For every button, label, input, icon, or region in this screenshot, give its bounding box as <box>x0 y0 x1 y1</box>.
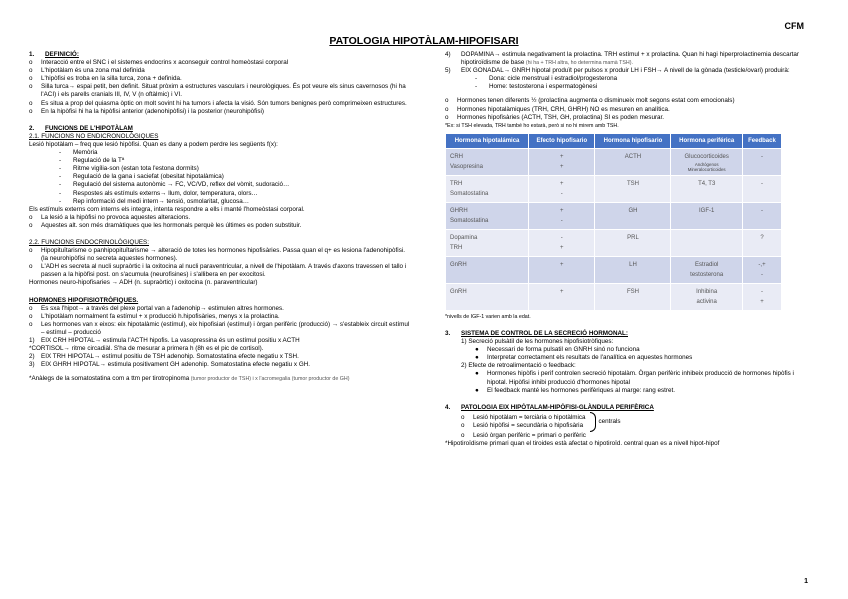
table-header-row <box>446 133 782 148</box>
table-row <box>446 148 782 175</box>
section-2-heading: 2. FUNCIONS DE L'HIPOTÀLAM <box>29 124 133 132</box>
right-column <box>445 51 815 448</box>
cell-feedback <box>742 175 781 202</box>
section-1-heading: 1. DEFINICIÓ: <box>29 51 79 58</box>
page-number: 1 <box>804 578 808 585</box>
cell-feedback <box>742 229 781 256</box>
cell-line: + <box>560 207 564 214</box>
cell-peripheral <box>671 202 743 229</box>
cell-effect <box>529 283 595 310</box>
axis-item: 4) DOPAMINA→ estimula negativament la prolactina. TRH estímul + x prolactina. Quan hi hagi hiperprolactinemia descartar hipotiroïdisme de base (hi ha + TRH altra, ho determina mamà TSH). <box>445 51 800 67</box>
table-header-cell: Feedback <box>742 133 781 148</box>
cell-peripheral <box>671 256 743 283</box>
cell-hypothalamic <box>446 202 529 229</box>
cell-line: CRH <box>450 153 463 160</box>
cell-feedback <box>742 202 781 229</box>
cell-peripheral <box>671 175 743 202</box>
section-3-heading: 3. SISTEMA DE CONTROL DE LA SECRECIÓ HORMONAL: <box>445 329 628 337</box>
hormone-table <box>445 133 782 311</box>
cell-effect <box>529 175 595 202</box>
list-item: o Les hormones van x eixos: eix hipotalàmic (estímul), eix hipofisiari (estímul) i òrgan perifèric (producció) → s'estableix circuit estímul – estímul – producció <box>29 320 410 336</box>
cell-feedback <box>742 256 781 283</box>
cell-line: - <box>560 190 563 197</box>
list-item: o Es situa a prop del quiasma òptic on molt sovint hi ha tumors i afecta la visió. Són tumors benignes però comprimeixen estructures. <box>29 99 407 107</box>
table-row <box>446 175 782 202</box>
cell-line: ? <box>760 234 764 241</box>
cell-line: testosterona <box>690 271 724 278</box>
paragraph: Lesió hipotàlam – freq que lesió hipòfisi. Quan es dany a podem perdre les següents f(x): <box>29 140 278 148</box>
list-item: o Lesió òrgan perifèric = primari o perifèric <box>461 431 586 439</box>
footnote: *Anàlegs de la somatostatina com a ttm per tirotropinoma (tumor productor de TSH) i x l'acromegalia (tumor productor de GH) <box>29 375 350 383</box>
cell-feedback <box>742 283 781 310</box>
table-header-cell: Hormona hipofisario <box>595 133 671 148</box>
cell-line: GHRH <box>450 207 468 214</box>
cell-hypothalamic <box>446 175 529 202</box>
cell-line: TRH <box>450 244 463 251</box>
cell-line: Dopamina <box>450 234 478 241</box>
cell-peripheral <box>671 148 743 175</box>
cell-line: activina <box>696 298 717 305</box>
list-item: ● Hormones hipòfis i perif controlen secreció hipotalàm. Òrgan perifèric inhibeix producció de hormones hipòfis i hipotal. Hipòfisi inhibi producció d'hormones hipotal <box>475 370 794 386</box>
footnote: *Hipotiroïdisme primari quan el tiroides està afectat o hipotiroïd. central quan es a nivell hipot-hipof <box>445 439 720 447</box>
paragraph: Hormones neuro-hipofisaries → ADH (n. supraòrtic) i oxitocina (n. paraventricular) <box>29 279 258 287</box>
list-item: o Silla turca→ espai petit, ben definit. Situat pròxim a estructures vasculars i neurològiques. És pot veure els sinus cavernosos (hi ha l'ACI) i els parells cranials III, IV, V (n oftàlmic) i VI. <box>29 83 406 99</box>
cell-line: TRH <box>450 180 463 187</box>
section-4-heading: 4. PATOLOGIA EIX HIPÒTALAM-HIPÒFISI-GLÀNDULA PERIFÈRICA <box>445 403 654 411</box>
cell-hypothalamic <box>446 256 529 283</box>
cell-line: Somatostatina <box>450 190 489 197</box>
axis-item: 2) EIX TRH HIPOTAL→ estímul positiu de TSH adenohip. Somatostatina efecte negatiu x TSH. <box>29 353 299 361</box>
cell-line: - <box>760 207 763 214</box>
list-item: - Regulació de la Tª <box>59 157 125 165</box>
cell-pituitary: GH <box>595 202 671 229</box>
cell-line: Andrógenos <box>694 161 719 167</box>
cell-line: Glucocorticoides <box>684 153 729 160</box>
list-item: o L'ADH es secreta al nucli supraòrtic i la oxitocina al nucli paraventricular, a nivell de l'hipotàlam. A través d'axons travessen el tallo i passen a la hipòfisi post. on s'acumula (neurofisines) i s'allibera en per exocitosi. <box>29 263 407 279</box>
list-item: - Home: testosterona i espermatogènesi <box>475 83 598 91</box>
list-item: o La lesió a la hipòfisi no provoca aquestes alteracions. <box>29 213 191 221</box>
cell-line: T4, T3 <box>698 180 716 187</box>
cell-line: + <box>560 244 564 251</box>
cell-effect <box>529 229 595 256</box>
cell-line: + <box>560 163 564 170</box>
table-row <box>446 283 782 310</box>
cell-pituitary: PRL <box>595 229 671 256</box>
list-item: o Hipopituïtarisme o panhipopituïtarisme → alteració de totes les hormones hipofisàries. Passa quan el q+ es lesiona l'adenohipòfisi. (la neurohipòfisi no secreta aquestes hormones). <box>29 247 406 263</box>
list-item: o Lesió hipòfisi = secundària o hipofisària <box>461 421 584 429</box>
cell-effect <box>529 256 595 283</box>
list-item: o Interacció entre el SNC i el sistemes endocrins x aconseguir control homeòstasi corporal <box>29 59 289 67</box>
cell-line: + <box>560 180 564 187</box>
cell-hypothalamic <box>446 229 529 256</box>
subpoint: 2) Efecte de retroalimentació o feedback: <box>461 362 576 370</box>
list-item: o Hormones hipotalàmiques (TRH, CRH, GHRH) NO es mesuren en analítica. <box>445 105 670 113</box>
list-item: - Respostes als estímuls externs→ llum, dolor, temperatura, olors… <box>59 189 258 197</box>
cell-line: Inhibina <box>696 288 718 295</box>
list-item: - Dona: cicle menstrual i estradiol/progesterona <box>475 75 618 83</box>
list-item: ● Interpretar correctament els resultats de l'analítica en aquestes hormones <box>475 354 693 362</box>
subsection-2-2-heading: 2.2. FUNCIONS ENDOCRINOLÒGIQUES: <box>29 238 150 246</box>
cell-line: + <box>760 298 764 305</box>
cell-pituitary: TSH <box>595 175 671 202</box>
cell-hypothalamic <box>446 283 529 310</box>
subpoint: 1) Secreció pulsàtil de les hormones hipofisiotròfiques: <box>461 338 614 346</box>
hormones-heading: HORMONES HIPOFISIOTRÒFIQUES. <box>29 296 139 304</box>
table-header-cell: Efecto hipofisario <box>529 133 595 148</box>
cell-peripheral <box>671 229 743 256</box>
list-item: o Es sxa l'hipot→ a través del plexe portal van a l'adenohip→ estimulen altres hormones. <box>29 304 284 312</box>
list-item: - Rep informació del medi intern→ tensió, osmolaritat, glucosa… <box>59 197 250 205</box>
cell-pituitary: ACTH <box>595 148 671 175</box>
list-item: o L'hipotàlam normalment fa estímul + x producció h.hipofisàries, menys x la prolactina. <box>29 312 280 320</box>
cell-effect <box>529 202 595 229</box>
axis-item: 1) EIX CRH HIPOTAL→ estimula l'ACTH hipofis. La vasopressina és un estímul positiu x ACTH <box>29 337 300 344</box>
page-title: PATOLOGIA HIPOTÀLAM-HIPOFISARI <box>329 35 519 47</box>
table-header-cell: Hormona periférica <box>671 133 743 148</box>
paragraph: Els estímuls externs com interns els integra, intenta respondre a ells i manté l'homeòstasi corporal. <box>29 205 305 213</box>
cell-effect <box>529 148 595 175</box>
brace-label: centrals <box>598 417 621 425</box>
table-note: *nivells de IGF-1 varien amb la edat. <box>445 313 531 320</box>
table-header-cell: Hormona hipotalámica <box>446 133 529 148</box>
table-row <box>446 202 782 229</box>
list-item: - Regulació del sistema autonòmic → FC, VC/VD, reflex del vòmit, sudoració… <box>59 181 290 189</box>
list-item: o L'hipòfisi es troba en la silla turca, zona + definida. <box>29 75 182 83</box>
axis-item: 3) EIX GHRH HIPOTAL→ estimula positivament GH adenohip. Somatostatina efecte negatiu x GH. <box>29 361 311 369</box>
list-item: o Lesió hipotàlam = terciària o hipotàlmica <box>461 413 586 421</box>
cell-line: - <box>760 153 763 160</box>
cell-line: GnRH <box>450 261 467 268</box>
list-item: o Aquestes alt. son més dramàtiques que les hormonals perquè les últimes es poden substituir. <box>29 221 302 229</box>
cell-line: + <box>560 288 564 295</box>
axis-note: *CORTISOL→ ritme circadiàl. S'ha de mesurar a primera h (8h es el pic de cortisol). <box>29 345 264 353</box>
left-column <box>29 51 413 383</box>
cell-line: IGF-1 <box>699 207 715 214</box>
list-item: ● Necessari de forma pulsatil en GNRH sinó no funciona <box>475 346 640 354</box>
cell-line: + <box>560 261 564 268</box>
list-item: o L'hipotàlam és una zona mal definida <box>29 67 145 75</box>
cell-peripheral <box>671 283 743 310</box>
subsection-2-1-heading: 2.1. FUNCIONS NO ENDICRONOLÒGIQUES <box>29 132 159 140</box>
note: *Ex: si TSH elevada, TRH també ho estarà, però si no hi mirem amb TSH. <box>445 122 619 129</box>
cell-line: - <box>760 271 763 278</box>
table-row <box>446 229 782 256</box>
cell-line: - <box>560 234 563 241</box>
brace-icon <box>590 412 596 432</box>
cell-line: Mineralocorticoides <box>687 166 726 172</box>
axis-item: 5) EIX GONADAL→ GNRH hipotal produït per pulsos x produir LH i FSH→ A nivell de la gònada (testicle/ovari) produirà: <box>445 67 790 75</box>
cell-hypothalamic <box>446 148 529 175</box>
list-item: o Hormones tenen diferents ½ (prolactina augmenta o disminueix molt segons estat com emocionals) <box>445 97 735 105</box>
list-item: - Memòria <box>59 149 98 157</box>
header-initials: CFM <box>784 21 804 31</box>
cell-line: Estradiol <box>695 261 719 268</box>
list-item: o Hormones hipofisàries (ACTH, TSH, GH, prolactina) SI es poden mesurar. <box>445 113 665 121</box>
cell-line: - <box>560 217 563 224</box>
cell-pituitary: LH <box>595 256 671 283</box>
list-item: o En la hipòfisi hi ha la hipòfisi anterior (adenohipòfisi) i la posterior (neurohipòfisi) <box>29 107 264 115</box>
list-item: ● El feedback manté les hormones perifèriques al marge: rang estret. <box>475 386 675 394</box>
cell-line: Vasopresina <box>450 163 483 170</box>
cell-line: + <box>560 153 564 160</box>
cell-pituitary: FSH <box>595 283 671 310</box>
list-item: - Regulació de la gana i saciefat (obesitat hipotalàmica) <box>59 173 224 181</box>
lesion-group <box>445 412 815 432</box>
cell-feedback <box>742 148 781 175</box>
cell-line: -,+ <box>758 261 766 268</box>
cell-line: - <box>760 288 763 295</box>
list-item: - Ritme vigília-son (estan tota l'estona dormits) <box>59 165 199 173</box>
table-row <box>446 256 782 283</box>
cell-line: GnRH <box>450 288 467 295</box>
cell-line: Somatostatina <box>450 217 489 224</box>
cell-line: - <box>760 180 763 187</box>
